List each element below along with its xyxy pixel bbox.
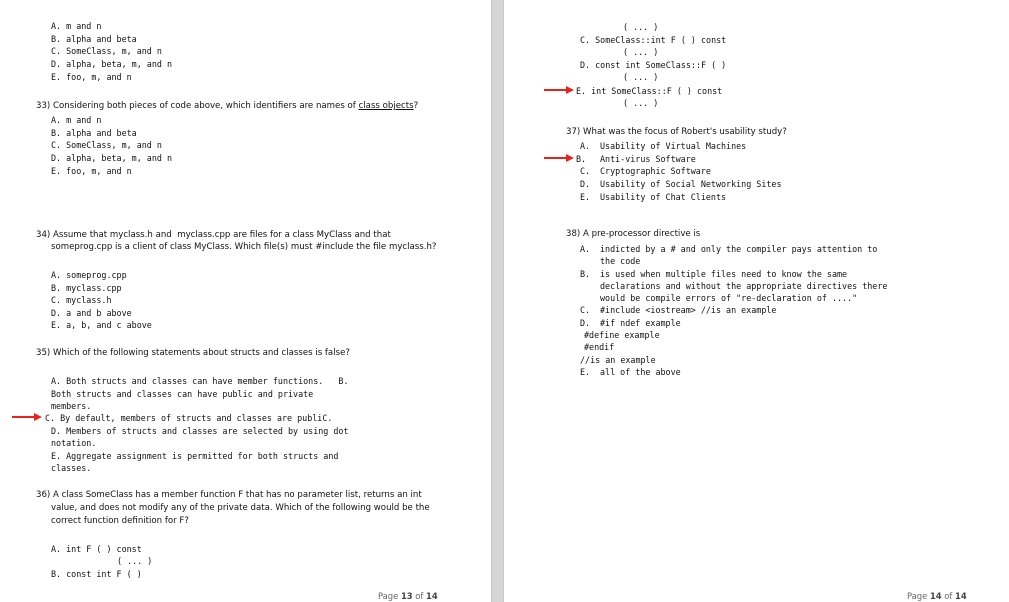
q37-option-d-text: Usability of Social Networking Sites — [600, 179, 782, 189]
q36-option-d-body: ( ... ) — [623, 72, 659, 82]
q36-question-line-1: 36) A class SomeClass has a member function F that has no parameter list, returns an int — [36, 490, 422, 500]
answer-arrow-icon — [544, 86, 574, 94]
q35-option-d-line-2: notation. — [51, 438, 97, 448]
q36-question-line-2: value, and does not modify any of the private data. Which of the following would be the — [51, 503, 430, 513]
q34-option-d: D. a and b above — [51, 308, 132, 318]
q32-option-c: C. SomeClass, m, and n — [51, 46, 162, 56]
q36-option-b: B. const int F ( ) — [51, 569, 142, 579]
q38-option-b-line-2: declarations and without the appropriate directives there — [600, 281, 888, 291]
q38-option-a-line-2: the code — [600, 256, 641, 266]
q37-option-b-text: Anti-virus Software — [600, 154, 696, 164]
q36-question-line-3: correct function definition for F? — [51, 516, 189, 526]
q34-option-e: E. a, b, and c above — [51, 320, 152, 330]
q36-option-c: C. SomeClass::int F ( ) const — [580, 35, 727, 45]
answer-arrow-icon — [544, 154, 574, 162]
q33-option-a: A. m and n — [51, 115, 102, 125]
q38-option-b-letter: B. — [580, 269, 591, 279]
q38-option-e-letter: E. — [580, 367, 591, 377]
document-page-14 — [504, 0, 1009, 602]
q34-question-line-2: someprog.cpp is a client of class MyClass. Which file(s) must #include the file myclass.h? — [51, 242, 437, 252]
q38-question: 38) A pre-processor directive is — [566, 229, 701, 239]
q37-option-b-letter: B. — [576, 154, 587, 164]
q37-option-d-letter: D. — [580, 179, 591, 189]
q36-option-e: E. int SomeClass::F ( ) const — [576, 86, 723, 96]
q35-option-a-line-3: members. — [51, 401, 92, 411]
q32-option-b: B. alpha and beta — [51, 34, 137, 44]
q38-option-d-line-4: //is an example — [580, 355, 656, 365]
q38-option-d-line-3: #endif — [584, 342, 615, 352]
q38-option-d-line-2: #define example — [584, 330, 660, 340]
document-page-13 — [0, 0, 491, 602]
q37-option-e-text: Usability of Chat Clients — [600, 192, 727, 202]
q38-option-d-letter: D. — [580, 318, 591, 328]
page-gap-divider — [491, 0, 504, 602]
q34-option-c: C. myclass.h — [51, 295, 112, 305]
q34-option-b: B. myclass.cpp — [51, 283, 122, 293]
q33-option-c: C. SomeClass, m, and n — [51, 140, 162, 150]
q35-option-e-line-1: E. Aggregate assignment is permitted for both structs and — [51, 451, 339, 461]
q36-option-a: A. int F ( ) const — [51, 544, 142, 554]
q38-option-e-text: all of the above — [600, 367, 681, 377]
q35-option-a-line-2: Both structs and classes can have public and private — [51, 389, 314, 399]
answer-arrow-icon — [12, 413, 42, 421]
q37-option-a-text: Usability of Virtual Machines — [600, 141, 747, 151]
q37-option-a-letter: A. — [580, 141, 591, 151]
q37-option-e-letter: E. — [580, 192, 591, 202]
q36-option-c-body: ( ... ) — [623, 47, 659, 57]
q32-option-e: E. foo, m, and n — [51, 72, 132, 82]
q38-option-c-letter: C. — [580, 305, 591, 315]
q33-question: 33) Considering both pieces of code above, which identifiers are names of class objects? — [36, 101, 419, 111]
q37-question: 37) What was the focus of Robert's usability study? — [566, 127, 787, 137]
q38-option-a-letter: A. — [580, 244, 591, 254]
q38-option-d-text: #if ndef example — [600, 318, 681, 328]
q36-option-b-body: ( ... ) — [623, 22, 659, 32]
q35-option-c: C. By default, members of structs and classes are publiC. — [45, 413, 333, 423]
q35-option-d-line-1: D. Members of structs and classes are selected by using dot — [51, 426, 349, 436]
page-number-footer: Page 13 of 14 — [378, 591, 438, 601]
q33-option-b: B. alpha and beta — [51, 128, 137, 138]
q38-option-b-line-1: is used when multiple files need to know the same — [600, 269, 848, 279]
q36-option-e-body: ( ... ) — [623, 98, 659, 108]
q35-option-e-line-2: classes. — [51, 463, 92, 473]
q35-option-a-line-1: A. Both structs and classes can have member functions. B. — [51, 376, 349, 386]
q35-question: 35) Which of the following statements about structs and classes is false? — [36, 348, 350, 358]
q34-option-a: A. someprog.cpp — [51, 270, 127, 280]
q34-question-line-1: 34) Assume that myclass.h and myclass.cpp are files for a class MyClass and that — [36, 230, 391, 240]
q32-option-a: A. m and n — [51, 21, 102, 31]
q38-option-a-line-1: indicted by a # and only the compiler pays attention to — [600, 244, 878, 254]
q33-option-e: E. foo, m, and n — [51, 166, 132, 176]
page-number-footer: Page 14 of 14 — [907, 591, 967, 601]
q37-option-c-letter: C. — [580, 166, 591, 176]
q33-option-d: D. alpha, beta, m, and n — [51, 153, 173, 163]
q37-option-c-text: Cryptographic Software — [600, 166, 711, 176]
q38-option-b-line-3: would be compile errors of "re-declaration of ...." — [600, 293, 858, 303]
q36-option-d: D. const int SomeClass::F ( ) — [580, 60, 727, 70]
q38-option-c-text: #include <iostream> //is an example — [600, 305, 777, 315]
q32-option-d: D. alpha, beta, m, and n — [51, 59, 173, 69]
q36-option-a-body: ( ... ) — [117, 556, 153, 566]
